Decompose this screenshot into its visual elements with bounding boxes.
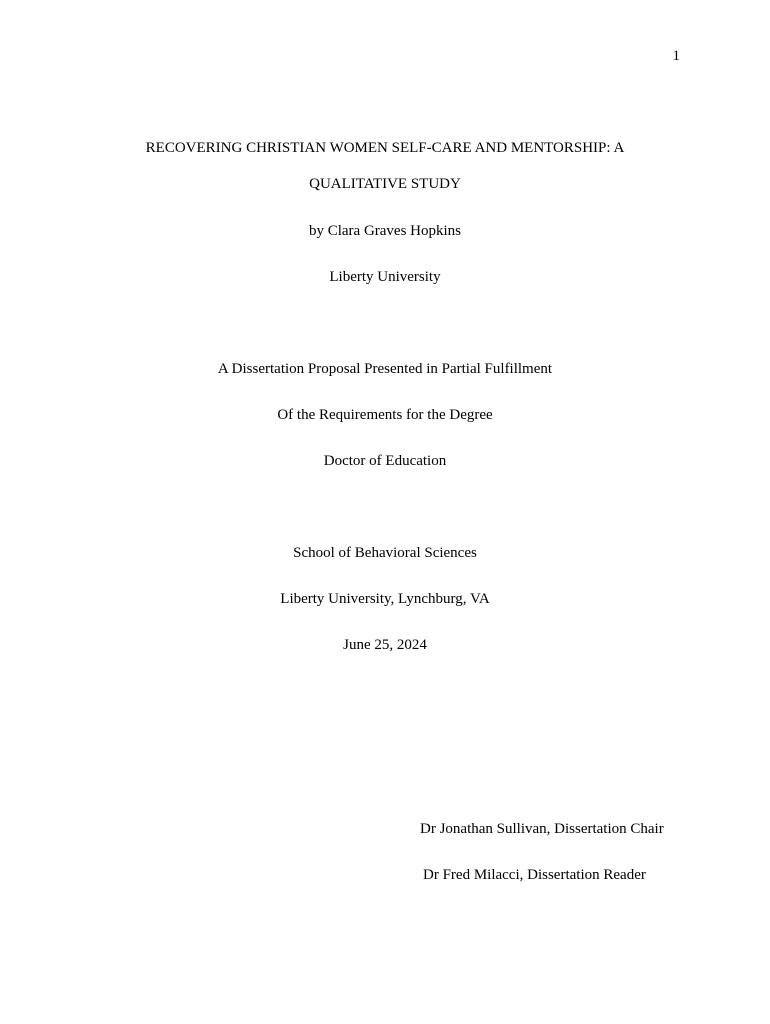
degree: Doctor of Education — [323, 453, 447, 469]
author: by Clara Graves Hopkins — [308, 223, 462, 239]
page-number: 1 — [672, 48, 680, 64]
institution: Liberty University — [329, 269, 441, 285]
dissertation-chair: Dr Jonathan Sullivan, Dissertation Chair — [420, 821, 664, 837]
dissertation-reader: Dr Fred Milacci, Dissertation Reader — [423, 867, 646, 883]
date: June 25, 2024 — [343, 637, 427, 653]
school: School of Behavioral Sciences — [293, 545, 477, 561]
location: Liberty University, Lynchburg, VA — [280, 591, 490, 607]
proposal-line-1: A Dissertation Proposal Presented in Partial Fulfillment — [217, 361, 553, 377]
title-line-1: RECOVERING CHRISTIAN WOMEN SELF-CARE AND MENTORSHIP: A — [145, 140, 625, 156]
proposal-line-2: Of the Requirements for the Degree — [277, 407, 493, 423]
title-line-2: QUALITATIVE STUDY — [309, 176, 461, 192]
